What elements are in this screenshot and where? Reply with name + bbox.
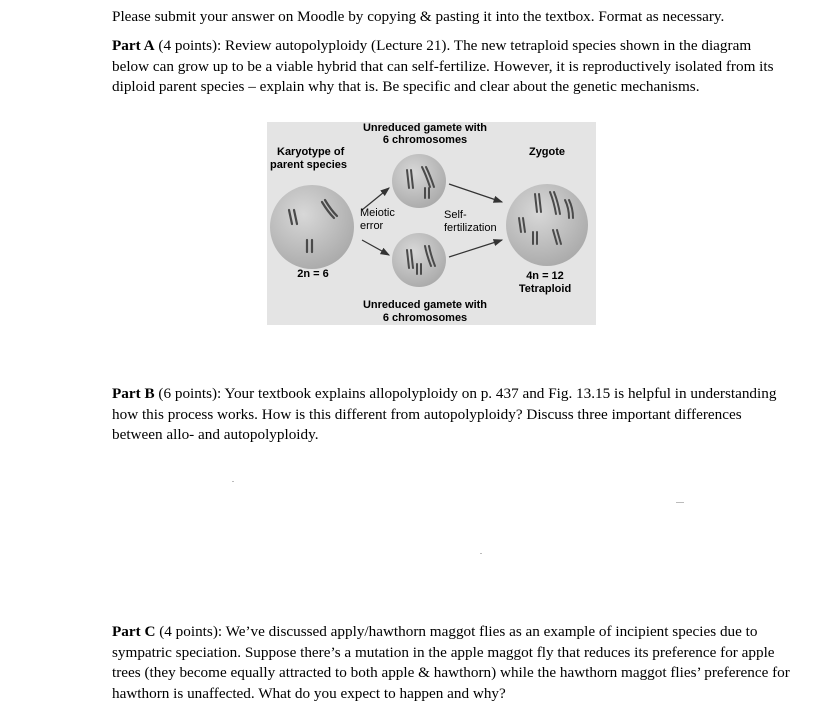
zygote-label: Zygote (528, 146, 566, 158)
instructions-text: Please submit your answer on Moodle by copying & pasting it into the textbox. Format as necessary. (112, 8, 725, 25)
arrow-top-to-zygote (449, 184, 502, 202)
autopolyploidy-diagram (267, 122, 596, 325)
meiotic-error-line2: error (360, 220, 384, 232)
top-gamete-cell (392, 154, 446, 208)
part-c-heading: Part C (112, 623, 156, 640)
part-b-heading: Part B (112, 385, 155, 402)
bottom-gamete-label-line1: Unreduced gamete with (362, 299, 488, 311)
parent-cell (270, 185, 354, 269)
zygote-ploidy-label: 4n = 12 (526, 270, 564, 282)
stray-mark (676, 502, 684, 503)
part-a-text: (4 points): Review autopolyploidy (Lecture 21). The new tetraploid species shown in the diagram below can grow up to be a viable hybrid that can self-fertilize. However, it is reproductively isolated from its diploid parent species – explain why that is. Be specific and clear about the genetic mechanisms. (112, 37, 774, 95)
parent-label-line2: parent species (270, 159, 348, 171)
part-a-question (112, 36, 792, 98)
self-fertilization-line1: Self- (444, 209, 467, 221)
parent-label-line1: Karyotype of (277, 146, 345, 158)
arrow-to-bottom-gamete (362, 240, 389, 255)
arrow-bottom-to-zygote (449, 240, 502, 257)
part-c-text: (4 points): We’ve discussed apply/hawthorn maggot flies as an example of incipient species due to sympatric speciation. Suppose there’s a mutation in the apple maggot fly that reduces its preference for apple trees (they become equally attracted to both apple & hawthorn) while the hawthorn maggot flies’ preference for hawthorn is unaffected. What do you expect to happen and why? (112, 623, 790, 702)
part-a-heading: Part A (112, 37, 155, 54)
bottom-gamete-label-line2: 6 chromosomes (382, 312, 468, 324)
part-b-text: (6 points): Your textbook explains allopolyploidy on p. 437 and Fig. 13.15 is helpful in understanding how this process works. How is this different from autopolyploidy? Discuss three important differences between allo- and autopolyploidy. (112, 385, 777, 443)
zygote-cell (506, 184, 588, 266)
part-b-question (112, 384, 792, 446)
stray-mark (480, 553, 482, 554)
self-fertilization-line2: fertilization (444, 222, 497, 234)
parent-ploidy-label: 2n = 6 (297, 268, 329, 280)
bottom-gamete-cell (392, 233, 446, 287)
meiotic-error-line1: Meiotic (360, 207, 395, 219)
stray-mark (232, 481, 234, 482)
part-c-question (112, 622, 792, 704)
zygote-type-label: Tetraploid (518, 283, 572, 295)
top-gamete-label-line2: 6 chromosomes (382, 134, 468, 146)
top-gamete-label-line1: Unreduced gamete with (362, 122, 488, 134)
